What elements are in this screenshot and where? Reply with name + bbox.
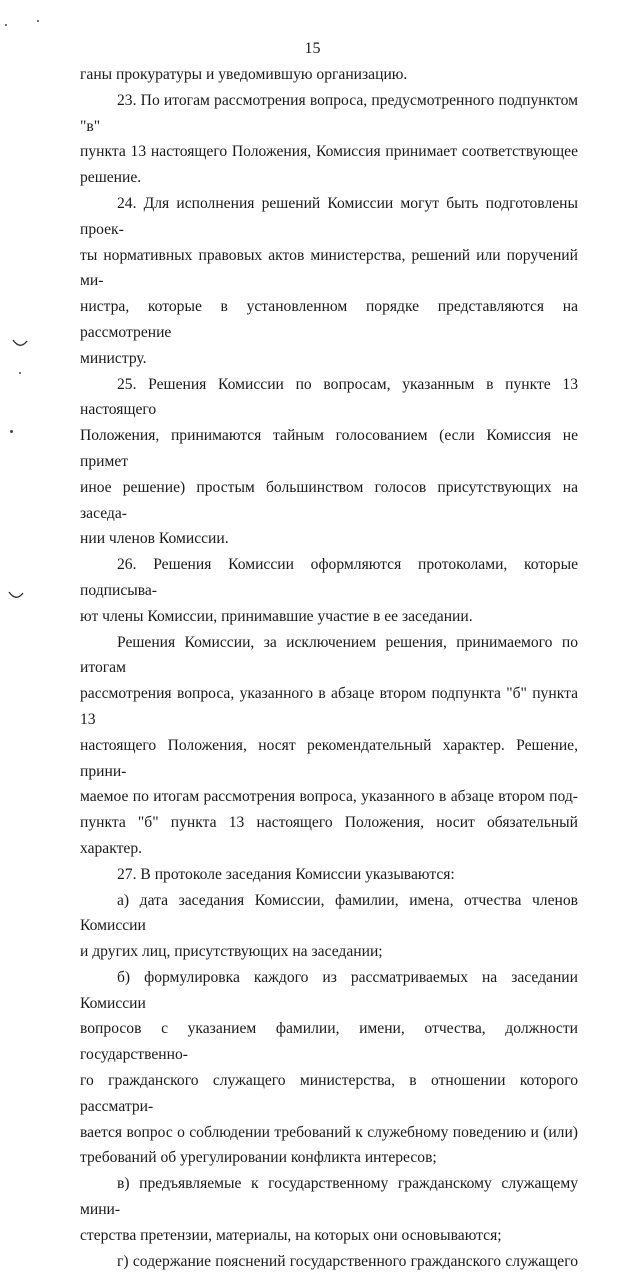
paragraph-continuation <box>80 62 578 88</box>
text-line: в) предъявляемые к государственному гражданскому служащему мини- <box>80 1175 578 1219</box>
paragraph-24 <box>80 191 578 372</box>
text-line: 23. По итогам рассмотрения вопроса, предусмотренного подпунктом "в" <box>80 91 578 135</box>
margin-speck <box>10 430 13 433</box>
text-line: ганы прокуратуры и уведомившую организацию. <box>80 66 408 83</box>
text-line: нистра, которые в установленном порядке представляются на рассмотрение <box>80 298 578 341</box>
text-line: маемое по итогам рассмотрения вопроса, указанного в абзаце втором под- <box>80 788 578 806</box>
document-body <box>80 62 578 1274</box>
margin-hole-mark <box>8 586 24 604</box>
margin-speck <box>37 20 39 22</box>
text-line: иное решение) простым большинством голосов присутствующих на заседа- <box>80 478 578 522</box>
text-line: настоящего Положения, носят рекомендательный характер. Решение, прини- <box>80 736 578 780</box>
text-line: ты нормативных правовых актов министерства, решений или поручений ми- <box>80 246 578 290</box>
paragraph-27-g <box>80 1249 578 1274</box>
text-line: стерства претензии, материалы, на которых они основываются; <box>80 1226 502 1244</box>
text-line: 27. В протоколе заседания Комиссии указываются: <box>117 865 455 883</box>
text-line: 26. Решения Комиссии оформляются протоколами, которые подписыва- <box>80 556 578 599</box>
paragraph-27-a <box>80 888 578 965</box>
text-line: требований об урегулировании конфликта интересов; <box>80 1149 437 1167</box>
paragraph-27-b <box>80 965 578 1171</box>
text-line: 24. Для исполнения решений Комиссии могут быть подготовлены проек- <box>80 194 578 238</box>
text-line: пункта 13 настоящего Положения, Комиссия принимает соответствующее <box>80 143 578 161</box>
text-line: вается вопрос о соблюдении требований к служебному поведению и (или) <box>80 1123 578 1141</box>
paragraph-25 <box>80 372 578 553</box>
text-line: ют члены Комиссии, принимавшие участие в ее заседании. <box>80 607 473 625</box>
text-line: и других лиц, присутствующих на заседании; <box>80 943 383 961</box>
text-line: вопросов с указанием фамилии, имени, отчества, должности государственно- <box>80 1020 578 1064</box>
margin-speck <box>19 372 21 374</box>
text-line: а) дата заседания Комиссии, фамилии, имена, отчества членов Комиссии <box>80 891 578 935</box>
paragraph-27-v <box>80 1171 578 1248</box>
text-line: решение. <box>80 169 142 187</box>
paragraph-27 <box>80 862 578 888</box>
margin-hole-mark <box>12 334 28 352</box>
text-line: 25. Решения Комиссии по вопросам, указанным в пункте 13 настоящего <box>80 375 578 419</box>
text-line: министру. <box>80 349 147 367</box>
text-line: пункта "б" пункта 13 настоящего Положения, носит обязательный характер. <box>80 814 578 857</box>
paragraph-23 <box>80 88 578 191</box>
text-line: нии членов Комиссии. <box>80 530 229 548</box>
paragraph-26-decisions <box>80 630 578 862</box>
text-line: го гражданского служащего министерства, в отношении которого рассматри- <box>80 1072 578 1115</box>
margin-speck <box>5 24 7 26</box>
text-line: б) формулировка каждого из рассматриваемых на заседании Комиссии <box>80 968 578 1012</box>
text-line: Положения, принимаются тайным голосованием (если Комиссия не примет <box>80 427 578 470</box>
text-line: Решения Комиссии, за исключением решения, принимаемого по итогам <box>80 633 578 677</box>
paragraph-26 <box>80 552 578 629</box>
text-line: г) содержание пояснений государственного гражданского служащего <box>117 1252 578 1270</box>
text-line: рассмотрения вопроса, указанного в абзаце втором подпункта "б" пункта 13 <box>80 685 578 728</box>
page-number: 15 <box>304 40 321 57</box>
